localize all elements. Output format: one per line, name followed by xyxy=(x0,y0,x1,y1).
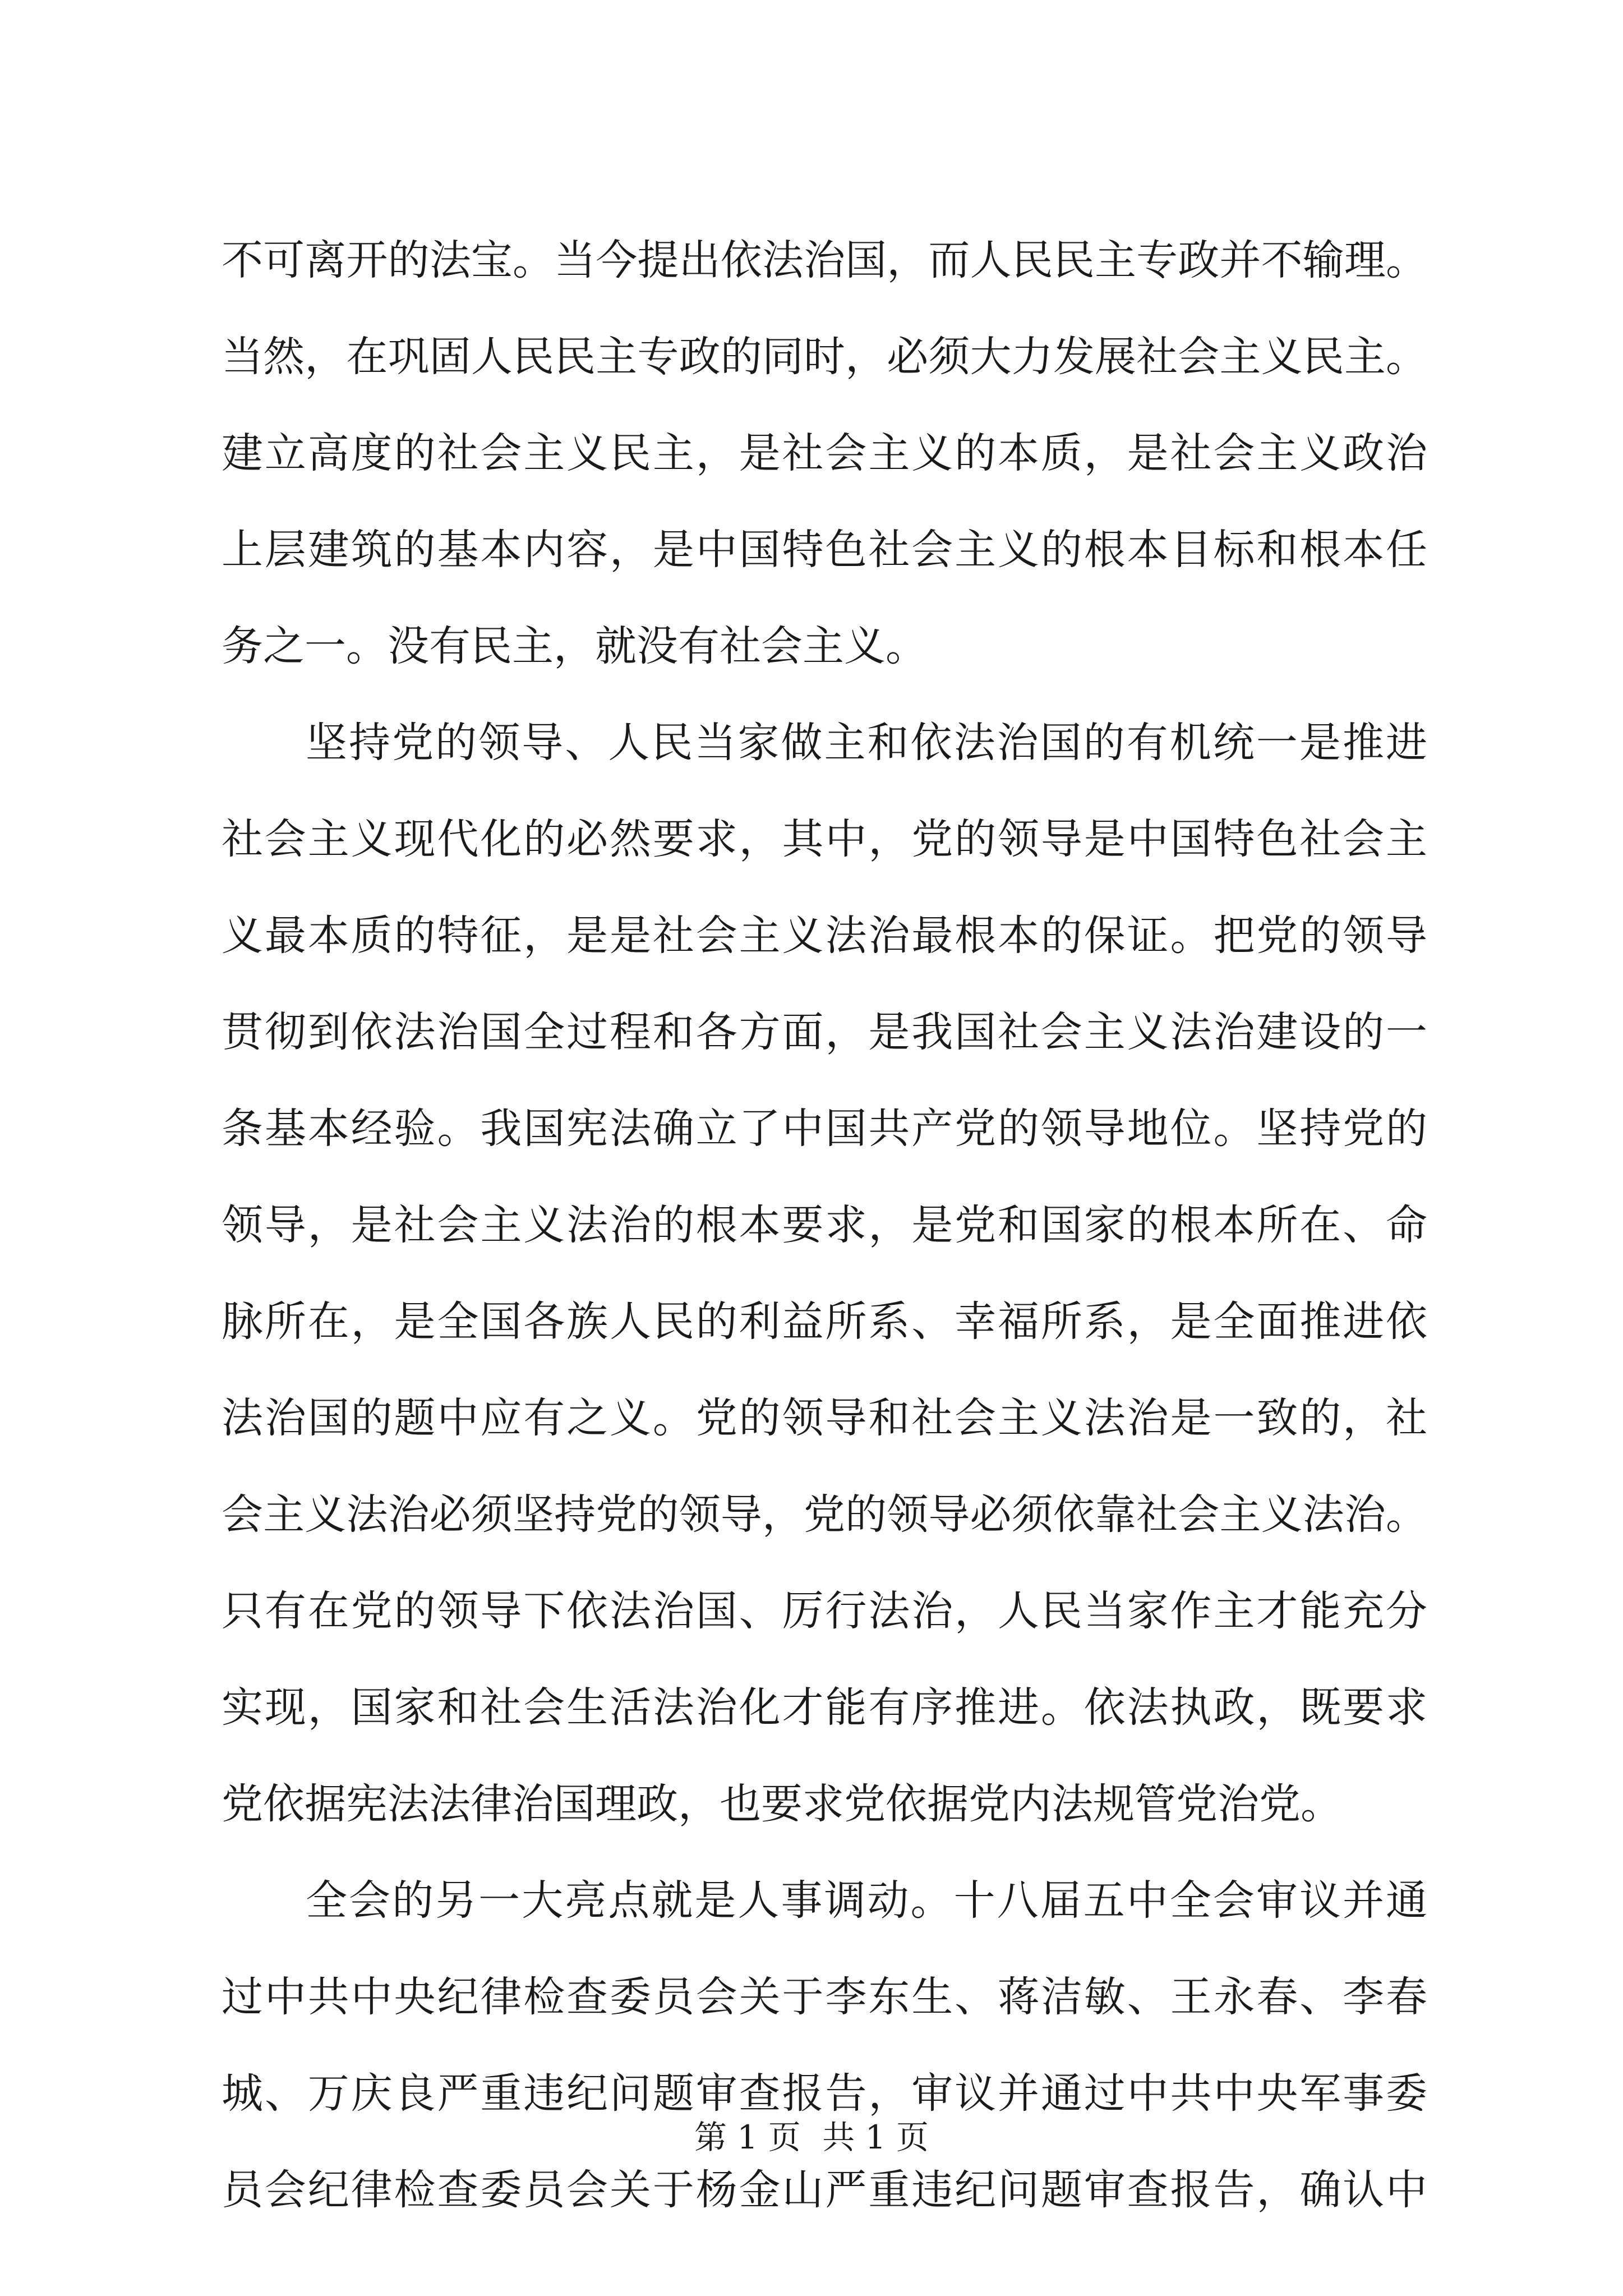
text-line: 务之一。没有民主，就没有社会主义。 xyxy=(222,622,927,670)
text-line: 不可离开的法宝。当今提出依法治国，而人民民主专政并不输理。 xyxy=(222,236,1427,284)
text-line: 实现，国家和社会生活法治化才能有序推进。依法执政，既要求 xyxy=(222,1683,1427,1732)
text-line: 义最本质的特征，是是社会主义法治最根本的保证。把党的领导 xyxy=(222,912,1427,960)
text-line: 会主义法治必须坚持党的领导，党的领导必须依靠社会主义法治。 xyxy=(222,1490,1427,1539)
page-total: 共 1 页 xyxy=(822,2118,929,2156)
document-body xyxy=(222,212,1427,2238)
text-line: 贯彻到依法治国全过程和各方面，是我国社会主义法治建设的一 xyxy=(222,1008,1427,1056)
text-line: 过中共中央纪律检查委员会关于李东生、蒋洁敏、王永春、李春 xyxy=(222,1973,1427,2021)
page-footer xyxy=(0,2115,1623,2160)
text-line: 城、万庆良严重违纪问题审查报告，审议并通过中共中央军事委 xyxy=(222,2069,1427,2118)
text-line: 当然，在巩固人民民主专政的同时，必须大力发展社会主义民主。 xyxy=(222,333,1427,381)
text-line: 领导，是社会主义法治的根本要求，是党和国家的根本所在、命 xyxy=(222,1201,1427,1249)
text-line: 坚持党的领导、人民当家做主和依法治国的有机统一是推进 xyxy=(306,719,1427,767)
text-line: 全会的另一大亮点就是人事调动。十八届五中全会审议并通 xyxy=(306,1876,1427,1925)
text-line: 员会纪律检查委员会关于杨金山严重违纪问题审查报告，确认中 xyxy=(222,2166,1427,2214)
page-number: 第 1 页 xyxy=(694,2118,801,2156)
text-line: 建立高度的社会主义民主，是社会主义的本质，是社会主义政治 xyxy=(222,429,1427,477)
text-line: 党依据宪法法律治国理政，也要求党依据党内法规管党治党。 xyxy=(222,1780,1342,1828)
text-line: 脉所在，是全国各族人民的利益所系、幸福所系，是全面推进依 xyxy=(222,1297,1427,1346)
text-line: 社会主义现代化的必然要求，其中，党的领导是中国特色社会主 xyxy=(222,815,1427,863)
text-line: 只有在党的领导下依法治国、厉行法治，人民当家作主才能充分 xyxy=(222,1587,1427,1635)
text-line: 法治国的题中应有之义。党的领导和社会主义法治是一致的，社 xyxy=(222,1394,1427,1442)
text-line: 条基本经验。我国宪法确立了中国共产党的领导地位。坚持党的 xyxy=(222,1105,1427,1153)
text-line: 上层建筑的基本内容，是中国特色社会主义的根本目标和根本任 xyxy=(222,526,1427,574)
